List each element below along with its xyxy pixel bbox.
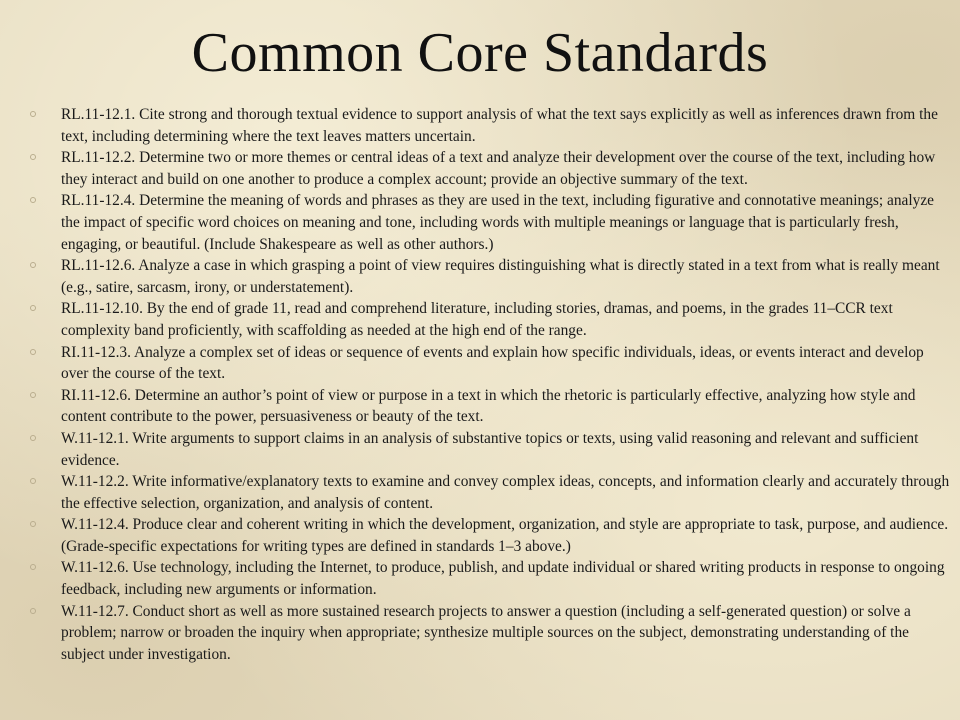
list-item bbox=[0, 298, 960, 341]
bullet-circle-icon bbox=[30, 564, 36, 570]
list-item bbox=[0, 255, 960, 298]
list-item bbox=[0, 104, 960, 147]
standard-text: RL.11-12.10. By the end of grade 11, read and comprehend literature, including stories, dramas, and poems, in the grades 11–CCR text complexity band proficiently, with scaffolding as needed at the high end of the range. bbox=[61, 300, 893, 339]
standard-text: RI.11-12.6. Determine an author’s point of view or purpose in a text in which the rhetoric is particularly effective, analyzing how style and content contribute to the power, persuasiveness or beauty of the text. bbox=[61, 386, 916, 426]
list-item bbox=[0, 385, 960, 428]
list-item bbox=[0, 342, 960, 385]
slide-title: Common Core Standards bbox=[191, 22, 769, 84]
bullet-circle-icon bbox=[30, 349, 36, 355]
standard-text: W.11-12.4. Produce clear and coherent writing in which the development, organization, and style are appropriate to task, purpose, and audience. (Grade-specific expectations for writing types are defined in standards 1–3 above.) bbox=[61, 516, 949, 555]
bullet-circle-icon bbox=[30, 111, 36, 117]
standard-text: RI.11-12.3. Analyze a complex set of ideas or sequence of events and explain how specific individuals, ideas, or events interact and develop over the course of the text. bbox=[61, 343, 924, 383]
list-item bbox=[0, 428, 960, 471]
list-item bbox=[0, 601, 960, 666]
bullet-circle-icon bbox=[30, 521, 36, 527]
bullet-circle-icon bbox=[30, 154, 36, 160]
bullet-circle-icon bbox=[30, 392, 36, 398]
list-item bbox=[0, 557, 960, 600]
standard-text: W.11-12.1. Write arguments to support claims in an analysis of substantive topics or texts, using valid reasoning and relevant and sufficient evidence. bbox=[61, 429, 919, 469]
list-item bbox=[0, 514, 960, 557]
bullet-circle-icon bbox=[30, 478, 36, 484]
standard-text: W.11-12.6. Use technology, including the Internet, to produce, publish, and update individual or shared writing products in response to ongoing feedback, including new arguments or information. bbox=[61, 559, 945, 599]
standard-text: W.11-12.7. Conduct short as well as more sustained research projects to answer a question (including a self-generated question) or solve a problem; narrow or broaden the inquiry when appropriate; synthesize multiple sources on the subject, demonstrating understanding of the subject under investigation. bbox=[61, 602, 911, 663]
standard-text: RL.11-12.2. Determine two or more themes or central ideas of a text and analyze their development over the course of the text, including how they interact and build on one another to produce a complex account; provide an objective summary of the text. bbox=[61, 149, 936, 188]
list-item bbox=[0, 190, 960, 255]
bullet-circle-icon bbox=[30, 262, 36, 268]
bullet-circle-icon bbox=[30, 305, 36, 311]
bullet-circle-icon bbox=[30, 197, 36, 203]
list-item bbox=[0, 471, 960, 514]
standard-text: RL.11-12.4. Determine the meaning of words and phrases as they are used in the text, including figurative and connotative meanings; analyze the impact of specific word choices on meaning and tone, including words with multiple meanings or language that is particularly fresh, engaging, or beautiful. (Include Shakespeare as well as other authors.) bbox=[61, 192, 935, 253]
standard-text: RL.11-12.6. Analyze a case in which grasping a point of view requires distinguishing what is directly stated in a text from what is really meant (e.g., satire, sarcasm, irony, or understatement). bbox=[61, 257, 940, 296]
list-item bbox=[0, 147, 960, 190]
standards-list bbox=[0, 104, 960, 665]
bullet-circle-icon bbox=[30, 608, 36, 614]
standard-text: RL.11-12.1. Cite strong and thorough textual evidence to support analysis of what the text says explicitly as well as inferences drawn from the text, including determining where the text leaves matters uncertain. bbox=[61, 106, 938, 145]
bullet-circle-icon bbox=[30, 435, 36, 441]
standard-text: W.11-12.2. Write informative/explanatory texts to examine and convey complex ideas, concepts, and information clearly and accurately through the effective selection, organization, and analysis of content. bbox=[61, 473, 950, 512]
